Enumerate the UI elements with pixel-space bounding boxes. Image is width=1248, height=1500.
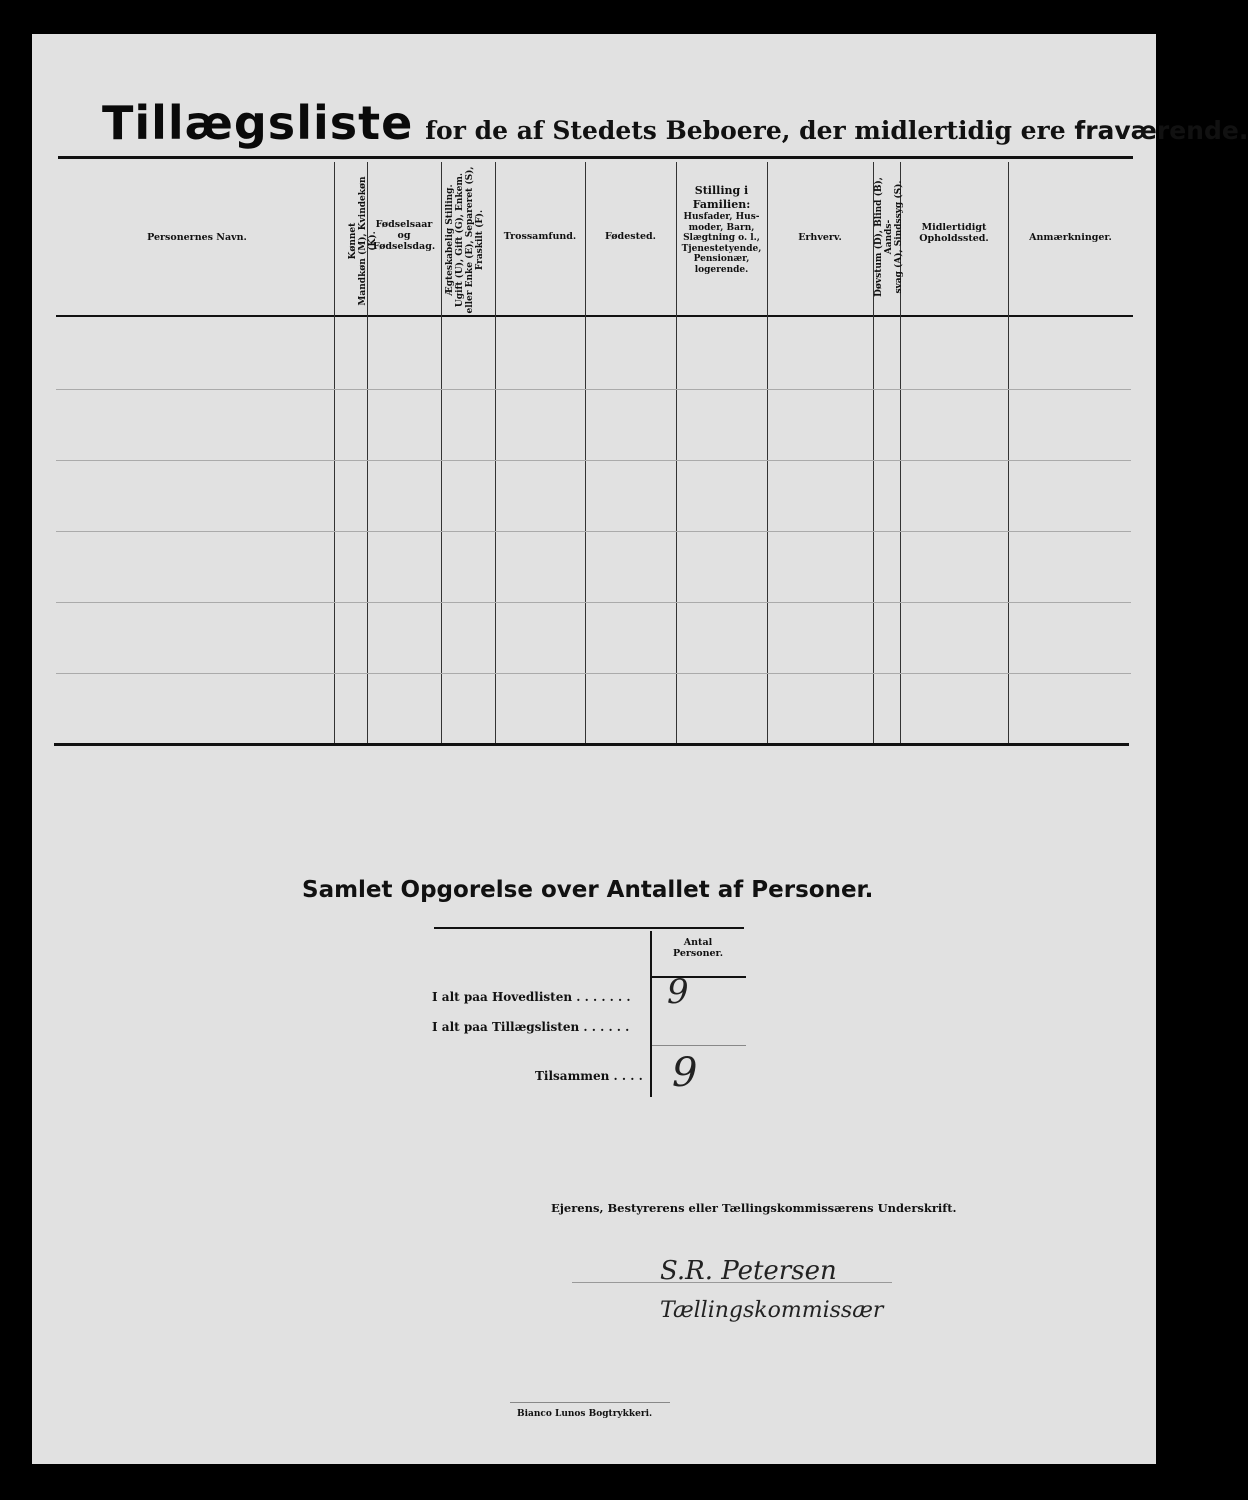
summary-column-header-line1: Antal bbox=[683, 937, 713, 948]
column-divider bbox=[585, 162, 586, 743]
summary-title: Samlet Opgorelse over Antallet af Personer. bbox=[302, 877, 874, 903]
header-marital-status: Ægteskabelig Stilling. Ugift (U), Gift (G), Enkem. eller Enke (E), Separeret (S), Fraskilt (F). bbox=[445, 166, 485, 314]
form-title bbox=[102, 96, 1248, 150]
header-disability: Døvstum (D), Blind (B), Aands- svag (A), Sindssyg (S). bbox=[874, 177, 904, 297]
summary-subtotal-rule bbox=[652, 1045, 746, 1046]
column-divider bbox=[1008, 162, 1009, 743]
header-family-line5: Slægtning o. l., bbox=[683, 233, 760, 243]
header-gender: Kønnet Mandkøn (M), Kvindekøn (K). bbox=[348, 176, 378, 306]
table-row-line bbox=[56, 460, 1131, 461]
column-divider bbox=[441, 162, 442, 743]
header-family-line1: Stilling i bbox=[694, 184, 749, 197]
printer-imprint: Bianco Lunos Bogtrykkeri. bbox=[517, 1409, 653, 1419]
census-form-sheet bbox=[32, 34, 1248, 1464]
header-religion: Trossamfund. bbox=[503, 231, 577, 242]
header-family-line3: Husfader, Hus- bbox=[683, 212, 760, 222]
table-row-line bbox=[56, 673, 1131, 674]
header-family-line7: Pensionær, bbox=[693, 254, 750, 264]
column-divider bbox=[334, 162, 335, 743]
signature-name: S.R. Petersen bbox=[660, 1256, 837, 1286]
header-birth-line1: Fødselsaar bbox=[375, 219, 433, 230]
table-top-rule bbox=[58, 156, 1133, 159]
header-birth bbox=[368, 219, 440, 252]
header-family-position bbox=[676, 184, 767, 275]
table-bottom-rule bbox=[54, 743, 1129, 746]
header-residence-line2: Opholdssted. bbox=[919, 233, 989, 244]
summary-column-header bbox=[652, 937, 744, 959]
header-family-line4: moder, Barn, bbox=[688, 222, 755, 233]
summary-column-header-line2: Personer. bbox=[672, 948, 723, 959]
summary-row-main-list-label: I alt paa Hovedlisten . . . . . . . bbox=[432, 990, 631, 1004]
form-title-main: Tillægsliste bbox=[102, 96, 414, 150]
signature-caption: Ejerens, Bestyrerens eller Tællingskommissærens Underskrift. bbox=[551, 1201, 957, 1215]
header-birthplace: Fødested. bbox=[605, 231, 656, 242]
header-family-line2: Familien: bbox=[692, 198, 751, 211]
header-remarks: Anmærkninger. bbox=[1029, 232, 1112, 243]
summary-top-rule bbox=[434, 927, 744, 929]
signature-title: Tællingskommissær bbox=[660, 1298, 884, 1323]
summary-row-main-list-value: 9 bbox=[667, 972, 689, 1012]
table-row-line bbox=[56, 389, 1131, 390]
header-occupation: Erhverv. bbox=[798, 232, 842, 243]
header-residence-line1: Midlertidigt bbox=[921, 222, 987, 233]
header-name: Personernes Navn. bbox=[147, 232, 247, 243]
form-title-subtitle-emphasis: fraværende. bbox=[1074, 116, 1248, 145]
header-temporary-residence bbox=[900, 222, 1008, 244]
header-birth-line2: og bbox=[397, 230, 411, 241]
summary-total-label: Tilsammen . . . . bbox=[535, 1069, 643, 1083]
header-birth-line3: Fødselsdag. bbox=[372, 241, 436, 252]
column-divider bbox=[767, 162, 768, 743]
table-header-bottom-rule bbox=[56, 315, 1133, 317]
table-row-line bbox=[56, 531, 1131, 532]
form-title-subtitle bbox=[425, 116, 1248, 145]
column-divider bbox=[495, 162, 496, 743]
summary-row-supplement-label: I alt paa Tillægslisten . . . . . . bbox=[432, 1020, 630, 1034]
form-title-subtitle-text: for de af Stedets Beboere, der midlertidig ere bbox=[425, 116, 1075, 145]
printer-rule bbox=[510, 1402, 670, 1403]
header-family-line6: Tjenestetyende, bbox=[681, 243, 762, 254]
header-family-line8: logerende. bbox=[694, 264, 749, 275]
table-row-line bbox=[56, 602, 1131, 603]
summary-total-value: 9 bbox=[672, 1050, 698, 1096]
